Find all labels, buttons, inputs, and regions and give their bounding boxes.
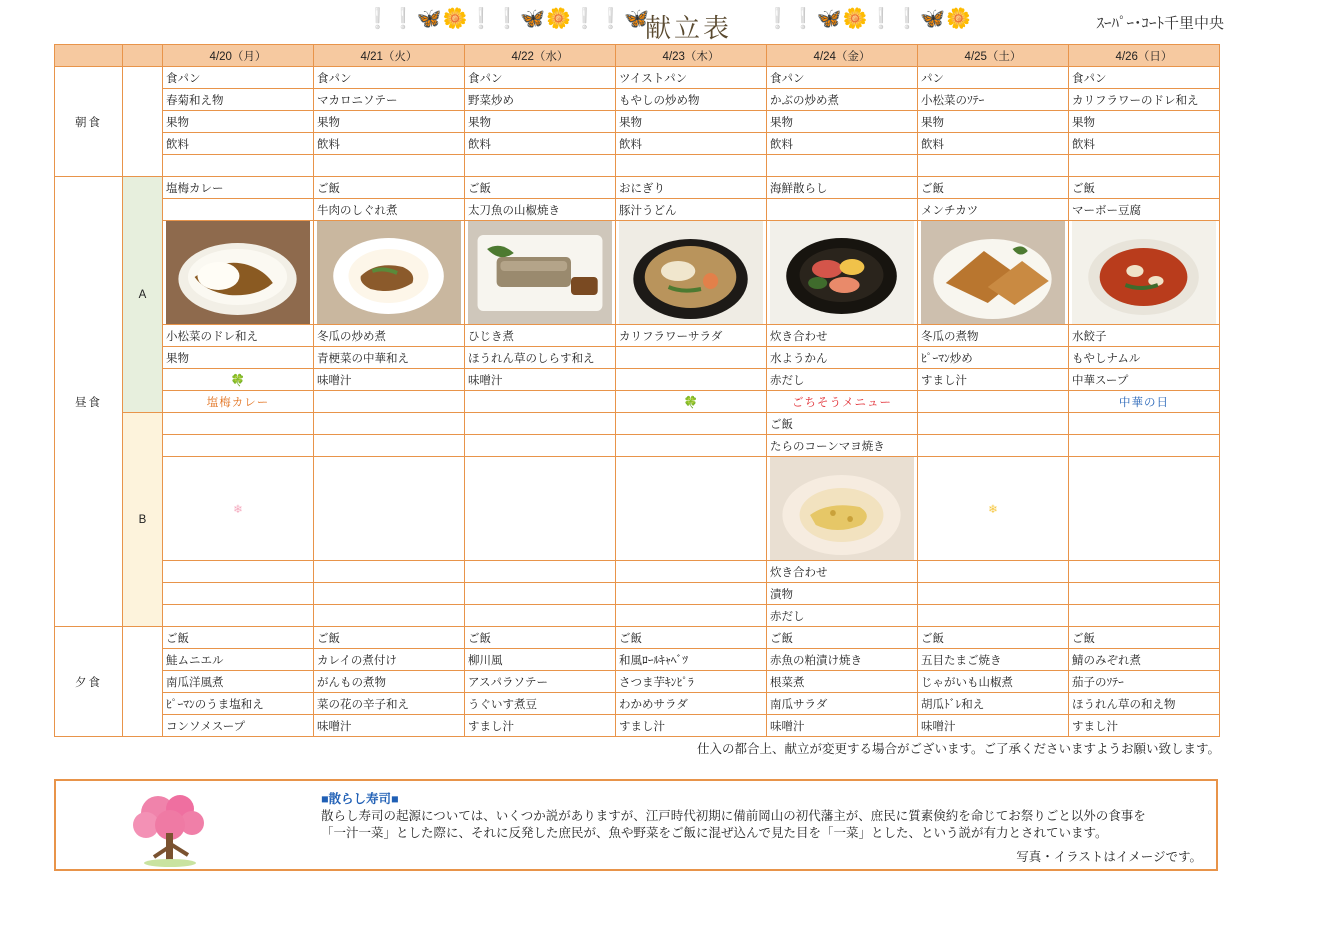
photo-curry-rice <box>163 221 314 325</box>
info-heading: ■散らし寿司■ <box>321 792 399 806</box>
breakfast-cell: 果物 <box>918 111 1069 133</box>
photo-tonjiru-udon <box>616 221 767 325</box>
day-header-2: 4/22（水） <box>465 45 616 67</box>
breakfast-cell: 果物 <box>314 111 465 133</box>
lunch-a-cell <box>767 199 918 221</box>
clover-icon-mon: 🍀 <box>163 369 314 391</box>
dinner-cell: ご飯 <box>918 627 1069 649</box>
lunch-a-cell: 水ようかん <box>767 347 918 369</box>
flower-icon-sat-b: ❄ <box>918 457 1069 561</box>
breakfast-row-4 <box>55 155 1220 177</box>
meal-label-lunch: 昼食 <box>55 177 123 627</box>
lunch-b-cell: 漬物 <box>767 583 918 605</box>
breakfast-cell: 果物 <box>163 111 314 133</box>
lunch-a-cell: メンチカツ <box>918 199 1069 221</box>
info-text <box>321 789 1151 842</box>
meal-label-dinner: 夕食 <box>55 627 123 737</box>
day-header-3: 4/23（木） <box>616 45 767 67</box>
lunch-b-cell <box>465 605 616 627</box>
lunch-a-cell: ご飯 <box>314 177 465 199</box>
breakfast-cell: 食パン <box>767 67 918 89</box>
lunch-b-cell <box>465 413 616 435</box>
banner-gochisou: ごちそうメニュー <box>767 391 918 413</box>
lunch-b-cell: 赤だし <box>767 605 918 627</box>
dinner-cell: 赤魚の粕漬け焼き <box>767 649 918 671</box>
lunch-a-cell: 牛肉のしぐれ煮 <box>314 199 465 221</box>
dinner-cell: 根菜煮 <box>767 671 918 693</box>
breakfast-cell: 飲料 <box>616 133 767 155</box>
breakfast-course-cell <box>123 67 163 177</box>
lunch-b-cell <box>314 413 465 435</box>
banner-empty <box>918 391 1069 413</box>
photo-empty-tue <box>314 457 465 561</box>
breakfast-cell: 果物 <box>1069 111 1220 133</box>
breakfast-cell: 飲料 <box>767 133 918 155</box>
dinner-cell: 茄子のｿﾃｰ <box>1069 671 1220 693</box>
breakfast-row-0 <box>55 67 1220 89</box>
breakfast-cell <box>314 155 465 177</box>
lunch-b-cell <box>1069 561 1220 583</box>
lunch-a-cell: 味噌汁 <box>314 369 465 391</box>
lunch-a-cell: 小松菜のドレ和え <box>163 325 314 347</box>
page-title: 献立表 <box>645 13 733 43</box>
breakfast-cell <box>465 155 616 177</box>
lunch-a-cell: もやしナムル <box>1069 347 1220 369</box>
breakfast-cell: 小松菜のｿﾃｰ <box>918 89 1069 111</box>
breakfast-cell: 飲料 <box>314 133 465 155</box>
lunch-a-row-0 <box>55 177 1220 199</box>
lunch-b-cell <box>1069 413 1220 435</box>
lunch-b-cell <box>1069 583 1220 605</box>
breakfast-cell <box>767 155 918 177</box>
breakfast-cell: 食パン <box>465 67 616 89</box>
breakfast-cell: 食パン <box>1069 67 1220 89</box>
dinner-cell: わかめサラダ <box>616 693 767 715</box>
lunch-b-cell <box>918 435 1069 457</box>
dinner-course-cell <box>123 627 163 737</box>
lunch-b-cell <box>918 583 1069 605</box>
day-header-0: 4/20（月） <box>163 45 314 67</box>
dinner-cell: すまし汁 <box>616 715 767 737</box>
lunch-b-cell <box>1069 435 1220 457</box>
lunch-b-cell <box>163 561 314 583</box>
lunch-b-cell <box>918 605 1069 627</box>
lunch-b-cell <box>616 413 767 435</box>
flower-icon-mon-b: ❄ <box>163 457 314 561</box>
dinner-cell: ほうれん草の和え物 <box>1069 693 1220 715</box>
lunch-a-cell: 海鮮散らし <box>767 177 918 199</box>
lunch-b-photo-row <box>55 457 1220 561</box>
breakfast-cell: かぶの炒め煮 <box>767 89 918 111</box>
lunch-a-cell: 水餃子 <box>1069 325 1220 347</box>
dinner-cell: 鯖のみぞれ煮 <box>1069 649 1220 671</box>
lunch-b-cell <box>616 605 767 627</box>
lunch-b-cell: 炊き合わせ <box>767 561 918 583</box>
photo-tara-cornmayo <box>767 457 918 561</box>
breakfast-cell: 野菜炒め <box>465 89 616 111</box>
lunch-b-row-2 <box>55 561 1220 583</box>
breakfast-cell <box>1069 155 1220 177</box>
day-header-4: 4/24（金） <box>767 45 918 67</box>
course-label-a: A <box>123 177 163 413</box>
lunch-a-cell: ご飯 <box>1069 177 1220 199</box>
dinner-row-2 <box>55 671 1220 693</box>
dinner-row-3 <box>55 693 1220 715</box>
corner-cell-course <box>123 45 163 67</box>
dinner-cell: 南瓜洋風煮 <box>163 671 314 693</box>
dinner-cell: ﾋﾟｰﾏﾝのうま塩和え <box>163 693 314 715</box>
photo-beef-shigureni <box>314 221 465 325</box>
lunch-b-cell <box>314 435 465 457</box>
clover-icon-thu: 🍀 <box>616 391 767 413</box>
dinner-cell: ご飯 <box>616 627 767 649</box>
dinner-cell: 和風ﾛｰﾙｷｬﾍﾞﾂ <box>616 649 767 671</box>
header-decoration-right: ❕❕🦋🌼❕❕🦋🌼 <box>765 8 973 30</box>
lunch-a-cell: ほうれん草のしらす和え <box>465 347 616 369</box>
dinner-row-1 <box>55 649 1220 671</box>
table-header-row <box>55 45 1220 67</box>
meal-label-breakfast: 朝食 <box>55 67 123 177</box>
dinner-cell: 味噌汁 <box>767 715 918 737</box>
lunch-b-cell <box>163 435 314 457</box>
dinner-cell: 鮭ムニエル <box>163 649 314 671</box>
breakfast-cell: 果物 <box>616 111 767 133</box>
lunch-a-cell <box>163 199 314 221</box>
lunch-a-photo-row <box>55 221 1220 325</box>
lunch-a-cell: カリフラワーサラダ <box>616 325 767 347</box>
breakfast-cell: パン <box>918 67 1069 89</box>
lunch-b-cell <box>616 561 767 583</box>
lunch-b-cell: たらのコーンマヨ焼き <box>767 435 918 457</box>
photo-empty-wed <box>465 457 616 561</box>
lunch-a-cell: ﾋﾟｰﾏﾝ炒め <box>918 347 1069 369</box>
lunch-b-cell <box>465 583 616 605</box>
dinner-cell: さつま芋ｷﾝﾋﾟﾗ <box>616 671 767 693</box>
lunch-b-cell <box>465 435 616 457</box>
lunch-a-cell: 青梗菜の中華和え <box>314 347 465 369</box>
breakfast-cell: 飲料 <box>1069 133 1220 155</box>
dinner-cell: 柳川風 <box>465 649 616 671</box>
lunch-a-cell: 中華スープ <box>1069 369 1220 391</box>
lunch-a-cell: 太刀魚の山椒焼き <box>465 199 616 221</box>
breakfast-cell: もやしの炒め物 <box>616 89 767 111</box>
breakfast-row-2 <box>55 111 1220 133</box>
menu-table-wrap <box>54 44 1220 737</box>
breakfast-cell: 飲料 <box>465 133 616 155</box>
lunch-b-cell <box>314 605 465 627</box>
breakfast-cell: 飲料 <box>163 133 314 155</box>
dinner-cell: ご飯 <box>163 627 314 649</box>
image-credit: 写真・イラストはイメージです。 <box>1016 850 1202 864</box>
store-name: ｽｰﾊﾟｰ･ｺｰﾄ千里中央 <box>1096 15 1224 32</box>
dinner-cell: コンソメスープ <box>163 715 314 737</box>
info-body: 散らし寿司の起源については、いくつか説がありますが、江戸時代初期に備前岡山の初代藩主が、庶民に質素倹約を命じてお祭りごと以外の食事を「一汁一菜」とした際に、それに反発した庶民が、魚や野菜をご飯に混ぜ込んで見た目を「一菜」とした、という説が有力とされています。 <box>321 809 1146 840</box>
dinner-cell: 胡瓜ﾄﾞﾚ和え <box>918 693 1069 715</box>
change-notice: 仕入の都合上、献立が変更する場合がございます。ご了承くださいますようお願い致します。 <box>696 742 1220 756</box>
dinner-cell: ご飯 <box>767 627 918 649</box>
breakfast-row-3 <box>55 133 1220 155</box>
dinner-cell: 味噌汁 <box>918 715 1069 737</box>
dinner-cell: 味噌汁 <box>314 715 465 737</box>
lunch-a-cell: ご飯 <box>465 177 616 199</box>
lunch-a-cell: すまし汁 <box>918 369 1069 391</box>
photo-empty-sun <box>1069 457 1220 561</box>
lunch-b-cell <box>918 413 1069 435</box>
lunch-b-cell <box>314 561 465 583</box>
lunch-a-cell: ご飯 <box>918 177 1069 199</box>
breakfast-cell: 春菊和え物 <box>163 89 314 111</box>
day-header-6: 4/26（日） <box>1069 45 1220 67</box>
dinner-cell: 南瓜サラダ <box>767 693 918 715</box>
lunch-a-cell: 塩梅カレー <box>163 177 314 199</box>
dinner-cell: がんもの煮物 <box>314 671 465 693</box>
dinner-cell: ご飯 <box>314 627 465 649</box>
corner-cell-meal <box>55 45 123 67</box>
lunch-a-cell: 炊き合わせ <box>767 325 918 347</box>
breakfast-cell: 果物 <box>767 111 918 133</box>
dinner-cell: うぐいす煮豆 <box>465 693 616 715</box>
lunch-b-row-3 <box>55 583 1220 605</box>
lunch-a-cell: 豚汁うどん <box>616 199 767 221</box>
breakfast-row-1 <box>55 89 1220 111</box>
page-header <box>0 0 1324 44</box>
lunch-b-cell <box>616 583 767 605</box>
breakfast-cell: カリフラワーのドレ和え <box>1069 89 1220 111</box>
lunch-a-cell: 果物 <box>163 347 314 369</box>
day-header-5: 4/25（土） <box>918 45 1069 67</box>
banner-curry: 塩梅カレー <box>163 391 314 413</box>
breakfast-cell: 果物 <box>465 111 616 133</box>
dinner-cell: すまし汁 <box>1069 715 1220 737</box>
dinner-cell: アスパラソテー <box>465 671 616 693</box>
photo-empty-thu <box>616 457 767 561</box>
banner-empty <box>314 391 465 413</box>
dinner-cell: 五目たまご焼き <box>918 649 1069 671</box>
lunch-b-cell <box>616 435 767 457</box>
breakfast-cell: 食パン <box>314 67 465 89</box>
breakfast-cell: ツイストパン <box>616 67 767 89</box>
lunch-a-cell: 冬瓜の煮物 <box>918 325 1069 347</box>
lunch-b-cell: ご飯 <box>767 413 918 435</box>
lunch-a-cell: マーボー豆腐 <box>1069 199 1220 221</box>
dinner-row-4 <box>55 715 1220 737</box>
breakfast-cell: 食パン <box>163 67 314 89</box>
dinner-cell: カレイの煮付け <box>314 649 465 671</box>
header-decoration-left: ❕❕🦋🌼❕❕🦋🌼❕❕🦋 <box>365 8 650 30</box>
dinner-cell: 菜の花の辛子和え <box>314 693 465 715</box>
lunch-b-row-1 <box>55 435 1220 457</box>
day-header-1: 4/21（火） <box>314 45 465 67</box>
lunch-a-cell: 赤だし <box>767 369 918 391</box>
photo-menchikatsu <box>918 221 1069 325</box>
lunch-b-cell <box>465 561 616 583</box>
lunch-a-cell: 味噌汁 <box>465 369 616 391</box>
lunch-a-banner-row <box>55 391 1220 413</box>
lunch-b-cell <box>918 561 1069 583</box>
lunch-a-row-4 <box>55 369 1220 391</box>
photo-kaisen-chirashi <box>767 221 918 325</box>
banner-empty <box>465 391 616 413</box>
dinner-cell: ご飯 <box>1069 627 1220 649</box>
banner-chuka: 中華の日 <box>1069 391 1220 413</box>
cherry-tree-illustration <box>118 787 228 869</box>
lunch-b-row-4 <box>55 605 1220 627</box>
lunch-a-cell: 冬瓜の炒め煮 <box>314 325 465 347</box>
lunch-b-cell <box>163 605 314 627</box>
lunch-a-row-2 <box>55 325 1220 347</box>
lunch-b-cell <box>1069 605 1220 627</box>
photo-mabo-dofu <box>1069 221 1220 325</box>
lunch-b-row-0 <box>55 413 1220 435</box>
lunch-a-row-1 <box>55 199 1220 221</box>
dinner-cell: すまし汁 <box>465 715 616 737</box>
lunch-a-row-3 <box>55 347 1220 369</box>
breakfast-cell <box>616 155 767 177</box>
lunch-a-cell: ひじき煮 <box>465 325 616 347</box>
course-label-b: B <box>123 413 163 627</box>
breakfast-cell: マカロニソテー <box>314 89 465 111</box>
lunch-b-cell <box>163 413 314 435</box>
dinner-cell: じゃがいも山椒煮 <box>918 671 1069 693</box>
lunch-b-cell <box>163 583 314 605</box>
menu-table <box>54 44 1220 737</box>
lunch-b-cell <box>314 583 465 605</box>
breakfast-cell <box>163 155 314 177</box>
info-box <box>54 779 1218 871</box>
photo-tachiuo-sansho <box>465 221 616 325</box>
breakfast-cell: 飲料 <box>918 133 1069 155</box>
dinner-row-0 <box>55 627 1220 649</box>
breakfast-cell <box>918 155 1069 177</box>
lunch-a-cell <box>616 369 767 391</box>
lunch-a-cell: おにぎり <box>616 177 767 199</box>
lunch-a-cell <box>616 347 767 369</box>
dinner-cell: ご飯 <box>465 627 616 649</box>
